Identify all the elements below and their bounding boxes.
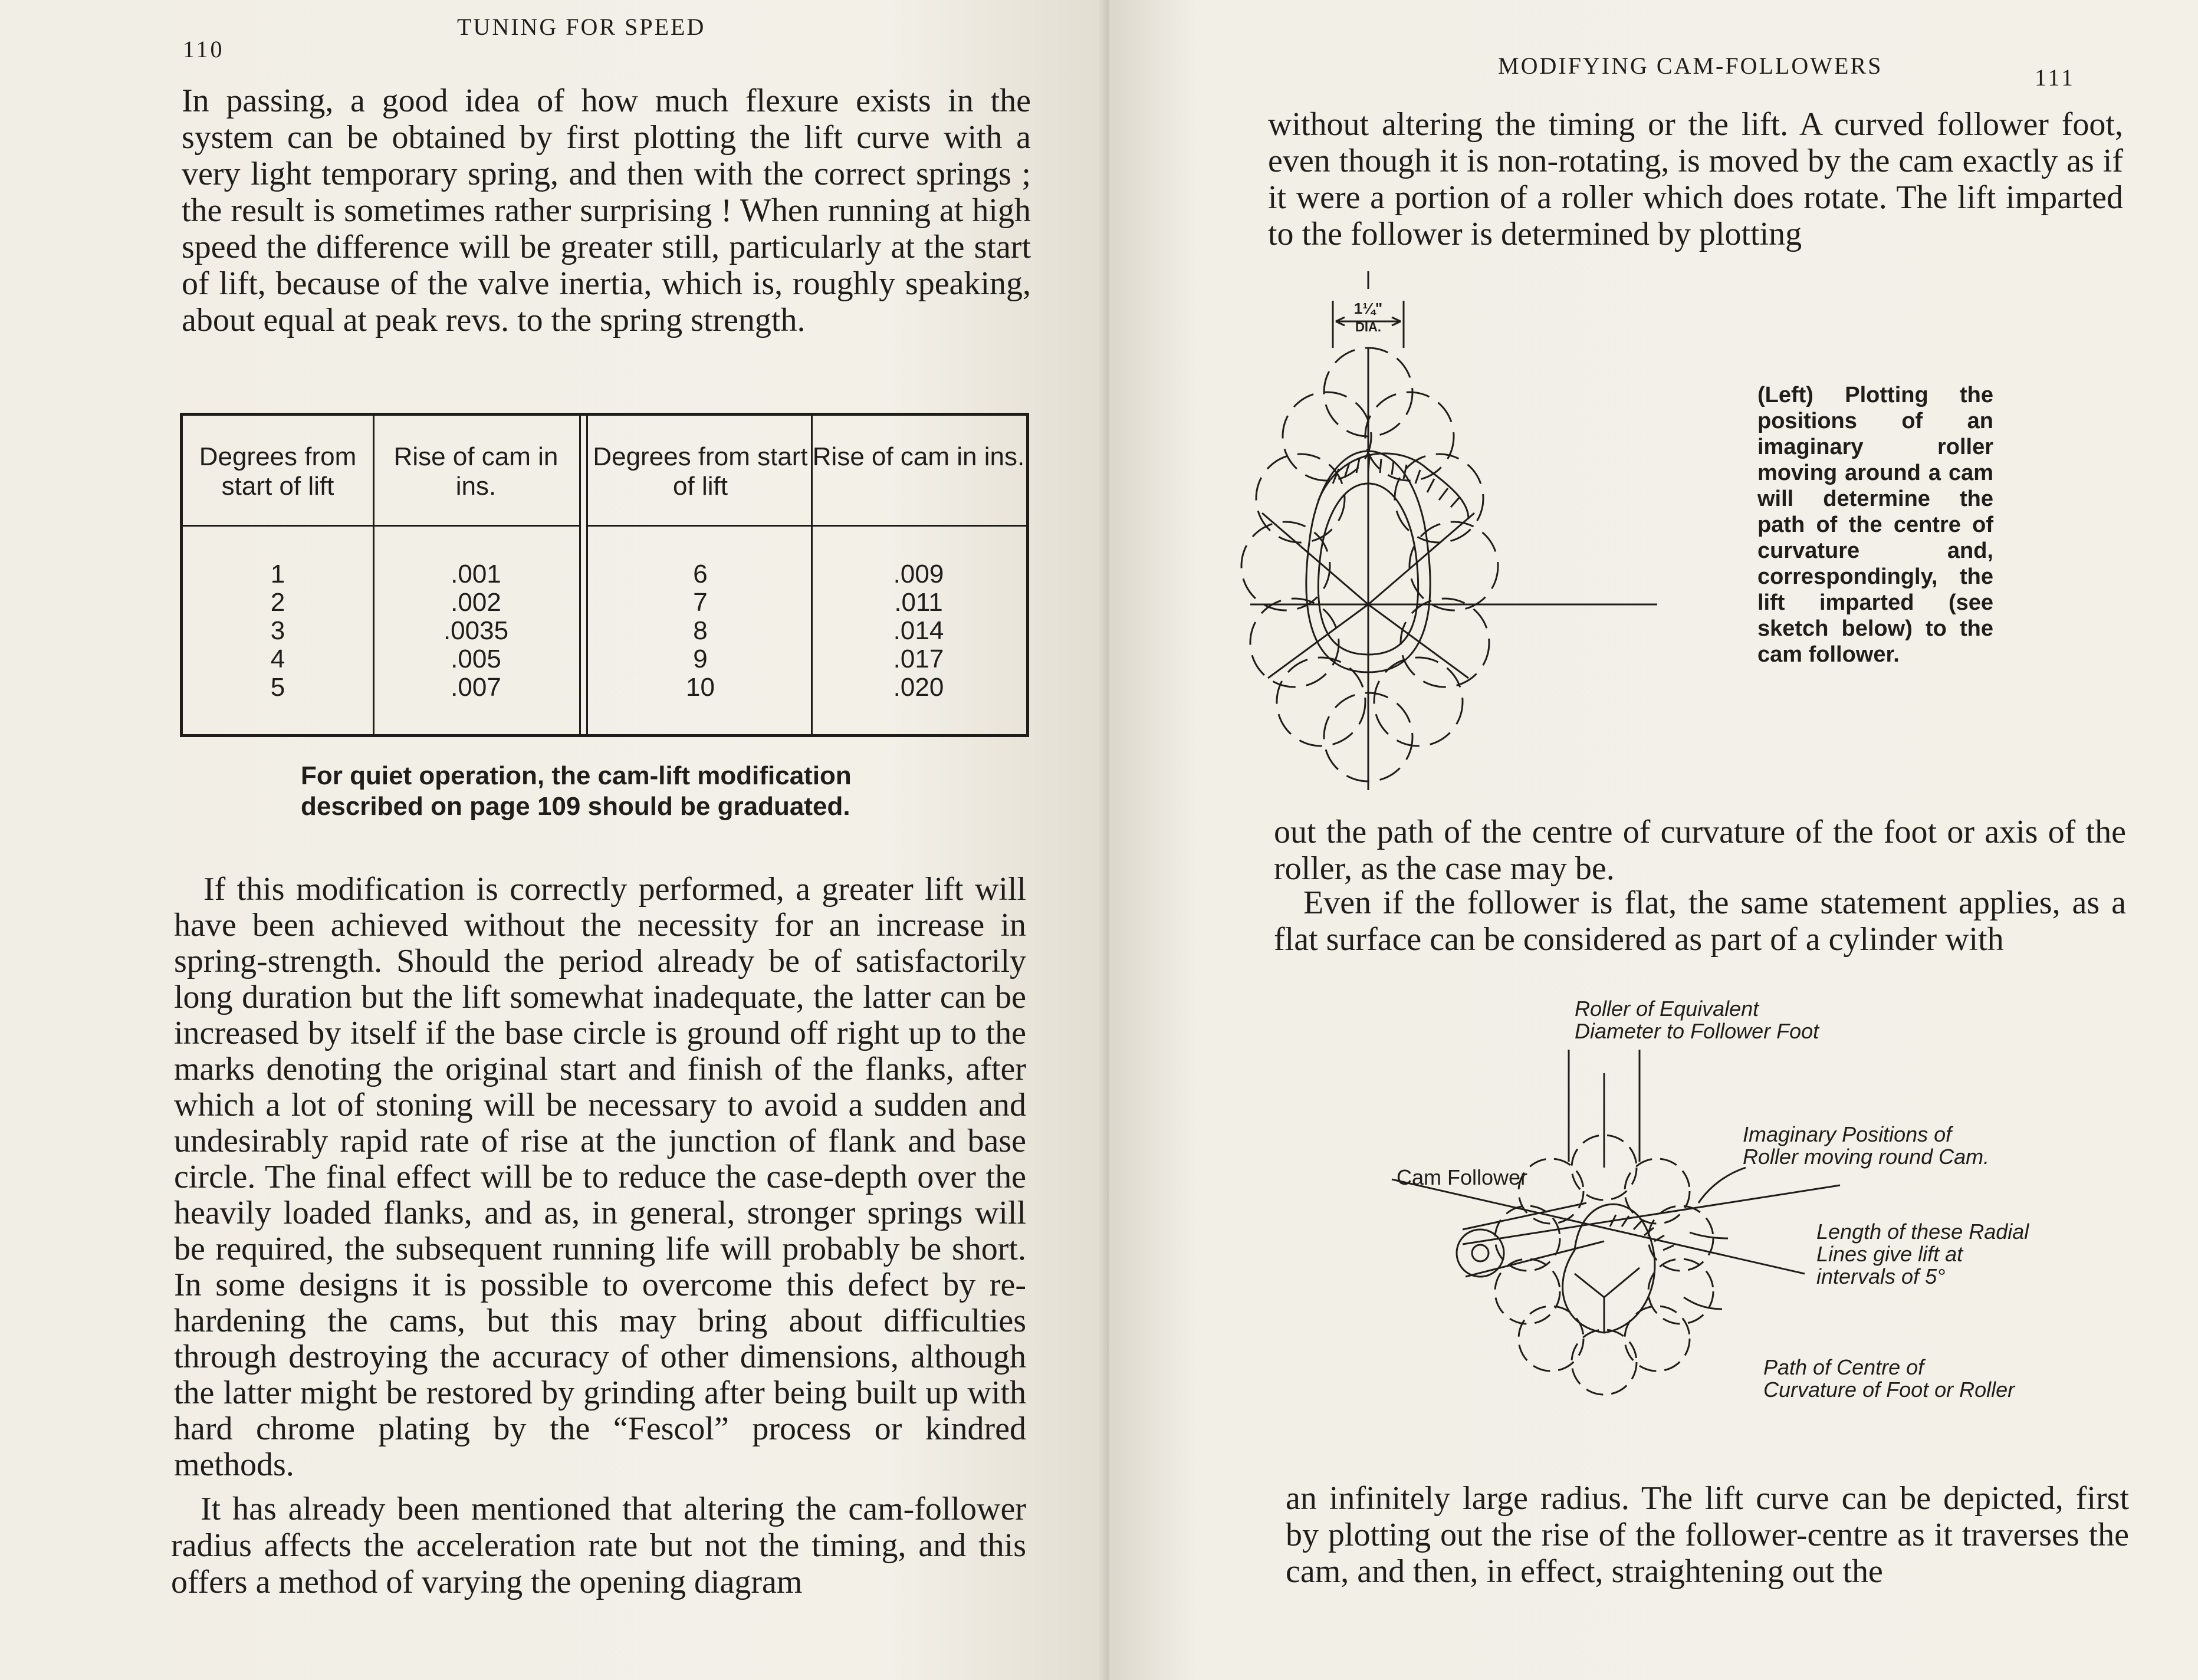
table-header-rule xyxy=(586,525,1026,527)
label-line: Path of Centre of xyxy=(1763,1355,1924,1379)
paragraph-follower-radius: It has already been mentioned that altering the cam-follower radius affects the acceleration rate but not the timing, and this offers a method of varying the opening diagram xyxy=(171,1491,1026,1600)
label-line: Curvature of Foot or Roller xyxy=(1763,1377,2015,1402)
table-cell: 4 xyxy=(270,645,285,673)
running-head: MODIFYING CAM-FOLLOWERS xyxy=(1498,52,1883,79)
table-cell: 8 xyxy=(693,616,708,645)
running-head: TUNING FOR SPEED xyxy=(457,14,706,40)
diameter-label: 1¼" xyxy=(1353,300,1383,317)
table-col-rise-1 xyxy=(373,416,579,734)
table-divider xyxy=(579,416,581,734)
table-header-rule xyxy=(183,525,579,527)
table-cell: 6 xyxy=(693,560,708,589)
table-header: Degrees from start of lift xyxy=(593,442,808,501)
table-col-degrees-2 xyxy=(590,416,811,734)
table-col-values xyxy=(373,560,579,702)
table-header: Degrees from start of lift xyxy=(199,442,357,501)
label-line: Imaginary Positions of xyxy=(1743,1122,1952,1146)
label-line: Roller of Equivalent xyxy=(1575,997,1759,1021)
table-divider xyxy=(373,416,374,734)
table-col-degrees-1 xyxy=(183,416,373,734)
table-cell: .002 xyxy=(451,588,501,617)
table-col-values xyxy=(590,560,811,702)
table-cell: .011 xyxy=(894,588,943,617)
table-cell: .001 xyxy=(451,560,501,589)
table-header: Rise of cam in ins. xyxy=(393,442,558,501)
roller-label xyxy=(1575,998,1819,1043)
cam-follower-label: Cam Follower xyxy=(1397,1165,1528,1189)
caption-line: described on page 109 should be graduated. xyxy=(301,792,850,821)
paragraph-follower-foot: without altering the timing or the lift. A curved follower foot, even though it is non-rotating, is moved by the cam exactly as if it were a portion of a roller which does rotate. The lift imparted to the follower is determined by plotting xyxy=(1268,106,2123,252)
table-cell: .007 xyxy=(451,673,501,702)
table-cell: 3 xyxy=(270,616,285,645)
table-divider xyxy=(586,416,588,734)
table-cell: .0035 xyxy=(443,616,509,645)
paragraph-path: out the path of the centre of curvature of the foot or axis of the roller, as the case may be. xyxy=(1274,814,2126,887)
table-col-rise-2 xyxy=(811,416,1026,734)
paragraph-flat-follower: Even if the follower is flat, the same statement applies, as a flat surface can be considered as part of a cylinder with xyxy=(1274,885,2126,958)
cam-lift-table xyxy=(180,413,1029,737)
imaginary-positions-label xyxy=(1743,1123,1989,1168)
radial-lines-label xyxy=(1816,1221,2029,1288)
page-number: 111 xyxy=(2035,64,2076,91)
table-caption xyxy=(301,761,852,822)
table-cell: .005 xyxy=(451,645,501,673)
paragraph-flexure: In passing, a good idea of how much flexure exists in the system can be obtained by first plotting the lift curve with a very light temporary spring, and then with the correct springs ; the result is sometimes rather surprising ! When running at high speed the difference will be greater still, particularly at the start of lift, because of the valve inertia, which is, roughly speaking, about equal at peak revs. to the spring strength. xyxy=(182,83,1031,338)
caption-line: For quiet operation, the cam-lift modification xyxy=(301,761,852,790)
table-cell: .014 xyxy=(893,616,944,645)
table-cell: 10 xyxy=(686,673,715,702)
label-line: intervals of 5° xyxy=(1816,1264,1946,1288)
table-cell: 2 xyxy=(270,588,285,617)
table-header: Rise of cam in ins. xyxy=(812,442,1025,471)
table-divider xyxy=(811,416,813,734)
paragraph-lift-curve: an infinitely large radius. The lift curve can be depicted, first by plotting out the rise of the follower-centre as it traverses the cam, and then, in effect, straightening out the xyxy=(1286,1480,2129,1590)
table-col-values xyxy=(811,560,1026,702)
label-line: Lines give lift at xyxy=(1816,1242,1963,1266)
label-line: Roller moving round Cam. xyxy=(1743,1145,1990,1169)
table-cell: 9 xyxy=(693,645,708,673)
table-cell: .009 xyxy=(893,560,944,589)
label-line: Diameter to Follower Foot xyxy=(1575,1019,1819,1043)
paragraph-modification: If this modification is correctly performed, a greater lift will have been achieved without the necessity for an increase in spring-strength. Should the period already be of satisfactorily long duration but the lift somewhat inadequate, the latter can be increased by itself if the base circle is ground off right up to the marks denoting the original start and finish of the flanks, after which a lot of stoning will be necessary to avoid a sudden and undesirably rapid rate of rise at the junction of flank and base circle. The final effect will be to reduce the case-depth over the heavily loaded flanks, and as, in general, stronger springs will be required, the subsequent running life will probably be short. In some designs it is possible to overcome this defect by re-hardening the cams, but this may bring about difficulties through destroying the accuracy of other dimensions, although the latter might be restored by grinding after being built up with hard chrome plating by the “Fescol” process or kindred methods. xyxy=(174,871,1026,1483)
label-line: Length of these Radial xyxy=(1816,1219,2029,1244)
diameter-unit-label: DIA. xyxy=(1355,320,1381,334)
roller-plot-diagram xyxy=(1250,265,1663,808)
table-cell: 1 xyxy=(270,560,285,589)
table-cell: .017 xyxy=(893,645,944,673)
right-page xyxy=(1109,0,2198,1680)
figure-caption: (Left) Plotting the positions of an imaginary roller moving around a cam will determine the path of the centre of curvature and, correspondingly, the lift imparted (see sketch below) to the cam follower. xyxy=(1757,383,1993,667)
table-cell: 5 xyxy=(270,673,285,702)
path-of-centre-label xyxy=(1763,1356,2015,1401)
table-cell: .020 xyxy=(893,673,944,702)
table-cell: 7 xyxy=(693,588,708,617)
table-col-values xyxy=(183,560,373,702)
page-number: 110 xyxy=(183,36,225,63)
